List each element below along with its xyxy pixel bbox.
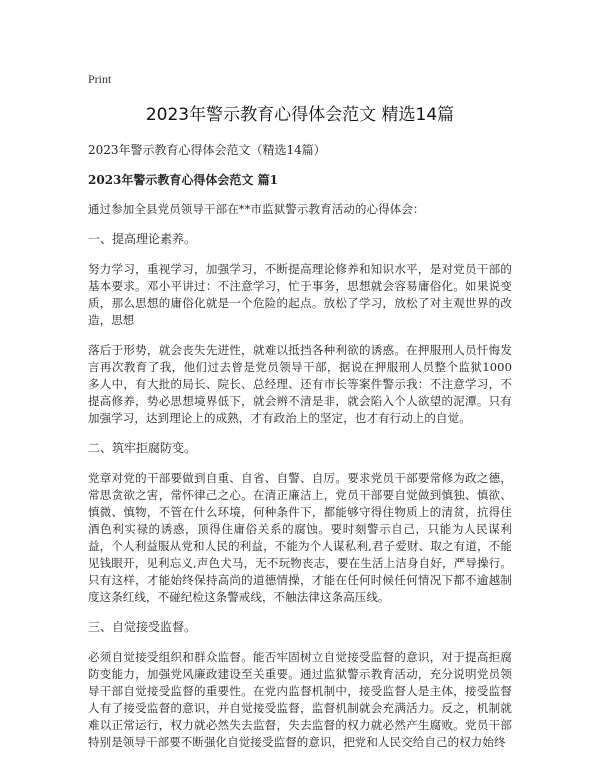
body-paragraph: 必须自觉接受组织和群众监督。能否牢固树立自觉接受监督的意识，对于提高拒腐防变能力，加强党风廉政建设至关重要。通过监狱警示教育活动，充分说明党员领导干部自觉接受监督的重要性。在党内监督机制中，接受监督人是主体，接受监督人有了接受监督的意识，并自觉接受监督，监督机制就会充满活力。反之，机制就难以正常运行，权力就必然失去监督，失去监督的权力就必然产生腐败。党员干部特别是领导干部要不断强化自觉接受监督的意识，把党和人民交给自己的权力始终: [88, 650, 512, 749]
print-link[interactable]: Print: [88, 72, 112, 86]
body-paragraph: 落后于形势，就会丧失先进性，就难以抵挡各种利欲的诱惑。在押服刑人员忏悔发言再次教育了我，他们过去曾是党员领导干部，据说在押服刑人员整个监狱1000多人中，有大批的局长、院长、总经理、还有市长等案件警示我：不注意学习，不提高修养，势必思想境界低下，就会辨不清是非，就会陷入个人欲望的泥潭。只有加强学习，达到理论上的成熟，才有政治上的坚定，也才有行动上的自觉。: [88, 343, 512, 425]
page-title: 2023年警示教育心得体会范文 精选14篇: [145, 105, 455, 125]
intro-paragraph: 通过参加全县党员领导干部在**市监狱警示教育活动的心得体会：: [88, 202, 425, 216]
section-heading: 2023年警示教育心得体会范文 篇1: [88, 173, 278, 187]
point-heading-1: 一、提高理论素养。: [88, 232, 197, 246]
body-paragraph: 努力学习，重视学习，加强学习，不断提高理论修养和知识水平，是对党员干部的基本要求。邓小平讲过：不注意学习，忙于事务，思想就会容易庸俗化。如果说变质，那么思想的庸俗化就是一个危险的起点。放松了学习，放松了对主观世界的改造，思想: [88, 262, 512, 327]
point-heading-2: 二、筑牢拒腐防变。: [88, 441, 197, 455]
subtitle: 2023年警示教育心得体会范文（精选14篇）: [88, 143, 326, 157]
body-paragraph: 党章对党的干部要做到自重、自省、自警、自厉。要求党员干部要常修为政之德，常思贪欲之害，常怀律己之心。在清正廉洁上，党员干部要自觉做到慎独、慎欲、慎微、慎物，不管在什么环境，何种条件下，都能够守得住物质上的清贫，抗得住酒色利实禄的诱惑，顶得住庸俗关系的腐蚀。要时刻警示自己，只能为人民谋利益，个人利益服从党和人民的利益，不能为个人谋私利,君子爱财、取之有道，不能见钱眼开，见利忘义,声色犬马，无不玩物丧志，要在生活上洁身自好，严导操行。只有这样，才能始终保持高尚的道德情操，才能在任何时候任何情况下都不逾越制度这条红线，不碰纪检这条警戒线，不触法律这条高压线。: [88, 471, 512, 604]
point-heading-3: 三、自觉接受监督。: [88, 620, 197, 634]
